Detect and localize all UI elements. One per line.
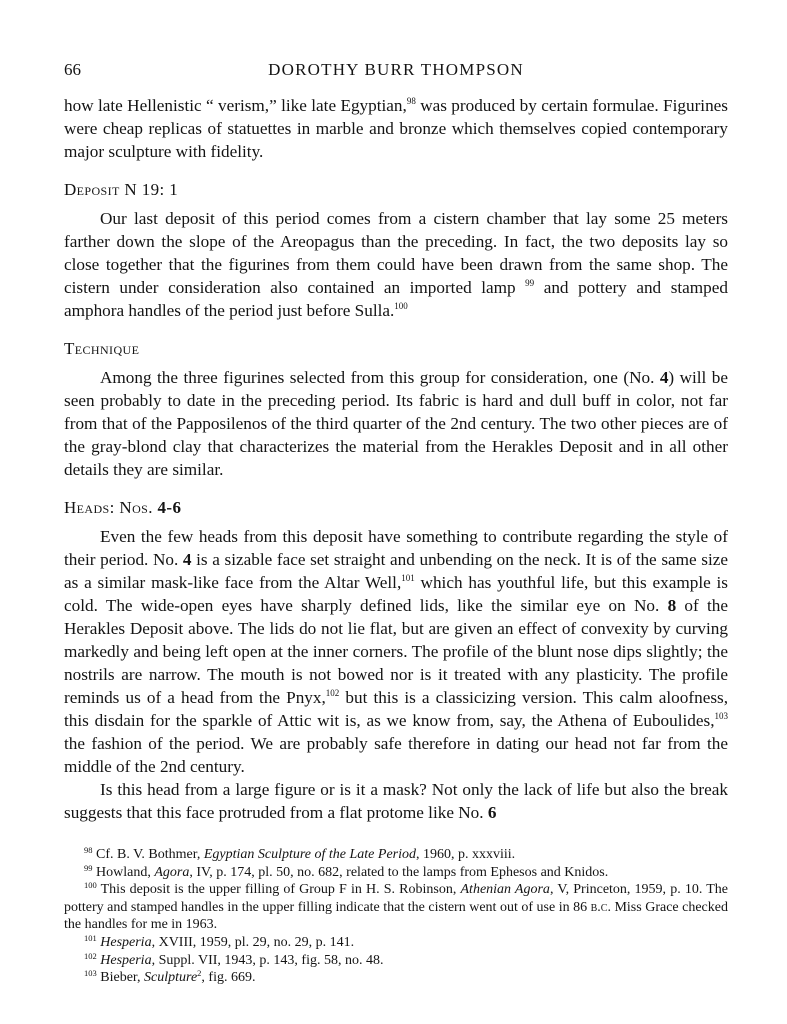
running-title: DOROTHY BURR THOMPSON [268, 60, 524, 79]
footnote-ref-101[interactable]: 101 [401, 573, 415, 583]
paragraph-1: how late Hellenistic “ verism,” like late Egyptian,$^{98}$ was produced by certain formulae. Figurines were cheap replicas of statuettes in marble and bronze which themselves copied contemporary major sculpture with fidelity. [64, 96, 728, 161]
paragraph-3: Among the three figurines selected from this group for consideration, one (No. 4) will be seen probably to date in the preceding period. Its fabric is hard and dull buff in color, not far from that of the Papposilenos of the third quarter of the 2nd century. The two other pieces are of the gray-blond clay that characterizes the material from the Herakles Deposit and in all other details they are similar. [64, 368, 728, 479]
paragraph-2: Our last deposit of this period comes from a cistern chamber that lay some 25 meters farther down the slope of the Areopagus than the preceding. In fact, the two deposits lay so close together that the figurines from them could have been drawn from the same shop. The cistern under consideration also contained an imported lamp $^{99}$ and pottery and stamped amphora handles of the period just before Sulla.$^{100}$ [64, 209, 728, 320]
footnote-99: $^{99}$ Howland, Agora, IV, p. 174, pl. 50, no. 682, related to the lamps from Ephesos and Knidos. [84, 862, 609, 880]
catalogue-number: 4 [659, 368, 669, 387]
footnote-ref-100[interactable]: 100 [394, 301, 408, 311]
footnote-100: $^{100}$ This deposit is the upper filling of Group F in H. S. Robinson, Athenian Agora, V, Princeton, 1959, p. 10. The pottery and stamped handles in the upper filling indicate that the cistern went out of use in 86 b.c. Miss Grace checked the handles for me in 1963. [64, 880, 728, 933]
footnote-102: $^{102}$ Hesperia, Suppl. VII, 1943, p. 143, fig. 58, no. 48. [84, 950, 384, 968]
running-head [64, 60, 728, 86]
footnote-ref-102[interactable]: 102 [325, 688, 340, 698]
paragraph-4: Even the few heads from this deposit have something to contribute regarding the style of their period. No. 4 is a sizable face set straight and unbending on the neck. It is of the same size as a similar mask-like face from the Altar Well,$^{101}$ which has youthful life, but this example is cold. The wide-open eyes have sharply defined lids, like the similar eye on No. 8 of the Herakles Deposit above. The lids do not lie flat, but are given an effect of convexity by curving markedly and being left open at the inner corners. The profile of the blunt nose dips slightly; the nostrils are narrow. The mouth is not bowed nor is it treated with any plasticity. The profile reminds us of a head from the Pnyx,$^{102}$ but this is a classicizing version. This calm aloofness, this disdain for the sparkle of Attic wit is, as we know from, say, the Athena of Euboulides,$^{103}$ the fashion of the period. We are probably safe therefore in dating our head not far from the middle of the 2nd century. [64, 527, 728, 776]
paragraph-5: Is this head from a large figure or is it a mask? Not only the lack of life but also the break suggests that this face protruded from a flat protome like No. 6 [64, 780, 728, 822]
footnote-ref-99[interactable]: 99 [525, 278, 535, 288]
footnote-98: $^{98}$ Cf. B. V. Bothmer, Egyptian Sculpture of the Late Period, 1960, p. xxxviii. [84, 845, 516, 862]
page-number: 66 [64, 60, 81, 79]
footnote-101: $^{101}$ Hesperia, XVIII, 1959, pl. 29, no. 29, p. 141. [84, 932, 355, 950]
section-heading-technique: Technique [64, 339, 140, 358]
section-heading-deposit: Deposit N 19: 1 [64, 180, 179, 199]
footnote-ref-103[interactable]: 103 [714, 711, 728, 721]
catalogue-number: 4 [182, 550, 192, 569]
catalogue-number: 6 [487, 803, 497, 822]
section-heading-heads: Heads: Nos. 4-6 [64, 498, 182, 517]
footnote-ref-98[interactable]: 98 [406, 96, 416, 106]
footnote-103: $^{103}$ Bieber, Sculpture$^2$, fig. 669. [84, 968, 256, 986]
catalogue-number: 8 [667, 596, 677, 615]
footnotes [64, 846, 728, 987]
page [64, 60, 728, 987]
body-text [64, 94, 728, 824]
